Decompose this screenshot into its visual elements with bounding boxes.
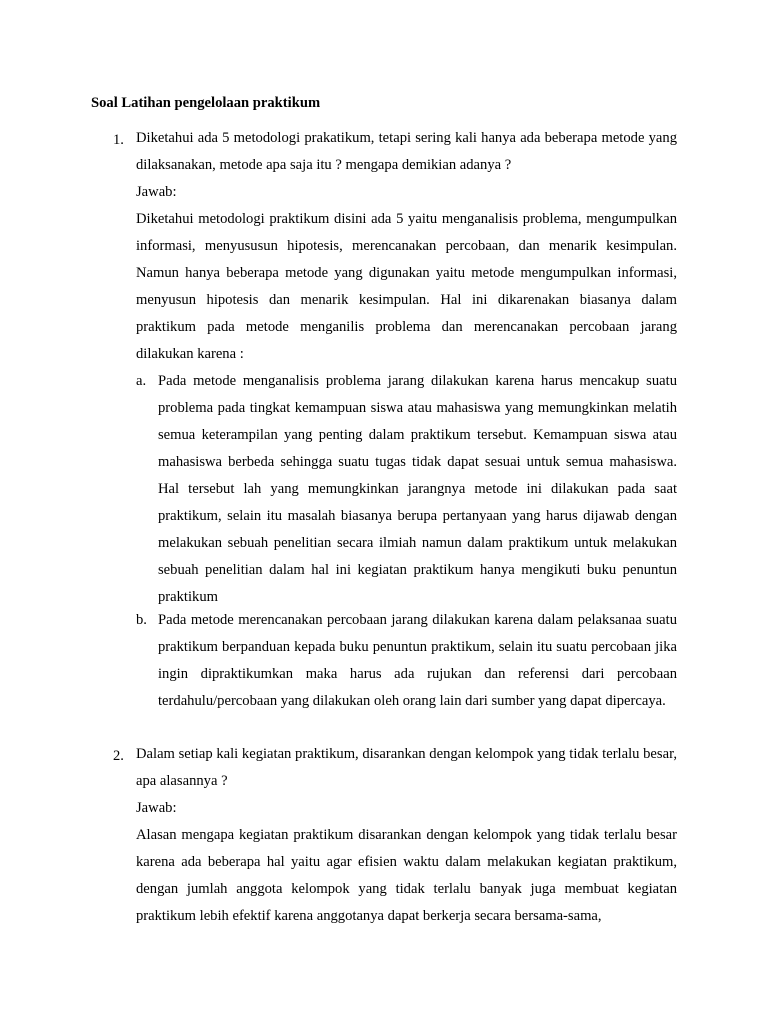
question-1-answer-label: Jawab:	[136, 184, 177, 200]
question-2-text: Dalam setiap kali kegiatan praktikum, disarankan dengan kelompok yang tidak terlalu besar, apa alasannya ?	[136, 746, 677, 789]
question-2-answer-label: Jawab:	[136, 800, 177, 816]
document-title: Soal Latihan pengelolaan praktikum	[91, 95, 321, 111]
question-1-point-b-letter: b.	[136, 612, 147, 628]
question-1-number: 1.	[113, 132, 124, 148]
question-1-point-b-text: Pada metode merencanakan percobaan jarang dilakukan karena dalam pelaksanaa suatu praktikum berpanduan kepada buku penuntun praktikum, selain itu suatu percobaan jika ingin dipraktikumkan maka harus ada rujukan dan referensi dari percobaan terdahulu/percobaan yang dilakukan oleh orang lain dari sumber yang dapat dipercaya.	[158, 612, 677, 709]
question-1-point-a-letter: a.	[136, 373, 147, 389]
question-2-answer: Alasan mengapa kegiatan praktikum disarankan dengan kelompok yang tidak terlalu besar karena ada beberapa hal yaitu agar efisien waktu dalam melakukan kegiatan praktikum, dengan jumlah anggota kelompok yang tidak terlalu banyak juga membuat kegiatan praktikum lebih efektif karena anggotanya dapat berkerja secara bersama-sama,	[136, 827, 677, 924]
question-1-text: Diketahui ada 5 metodologi prakatikum, tetapi sering kali hanya ada beberapa metode yang dilaksanakan, metode apa saja itu ? mengapa demikian adanya ?	[136, 130, 677, 173]
question-1-point-a-text: Pada metode menganalisis problema jarang dilakukan karena harus mencakup suatu problema pada tingkat kemampuan siswa atau mahasiswa yang memungkinkan melatih semua keterampilan yang penting dalam praktikum tersebut. Kemampuan siswa atau mahasiswa berbeda sehingga suatu tugas tidak dapat sesuai untuk semua mahasiswa. Hal tersebut lah yang memungkinkan jarangnya metode ini dilakukan pada saat praktikum, selain itu masalah biasanya berupa pertanyaan yang harus dijawab dengan melakukan sebuah penelitian secara ilmiah namun dalam praktikum untuk melakukan sebuah penelitian dalam hal ini kegiatan praktikum hanya mengikuti buku penuntun praktikum	[158, 373, 677, 605]
question-1-answer: Diketahui metodologi praktikum disini ada 5 yaitu menganalisis problema, mengumpulkan informasi, menyususun hipotesis, merencanakan percobaan, dan menarik kesimpulan. Namun hanya beberapa metode yang digunakan yaitu metode mengumpulkan informasi, menyusun hipotesis dan menarik kesimpulan. Hal ini dikarenakan biasanya dalam praktikum pada metode menganilis problema dan merencanakan percobaan jarang dilakukan karena :	[136, 211, 677, 362]
question-2-number: 2.	[113, 748, 124, 764]
